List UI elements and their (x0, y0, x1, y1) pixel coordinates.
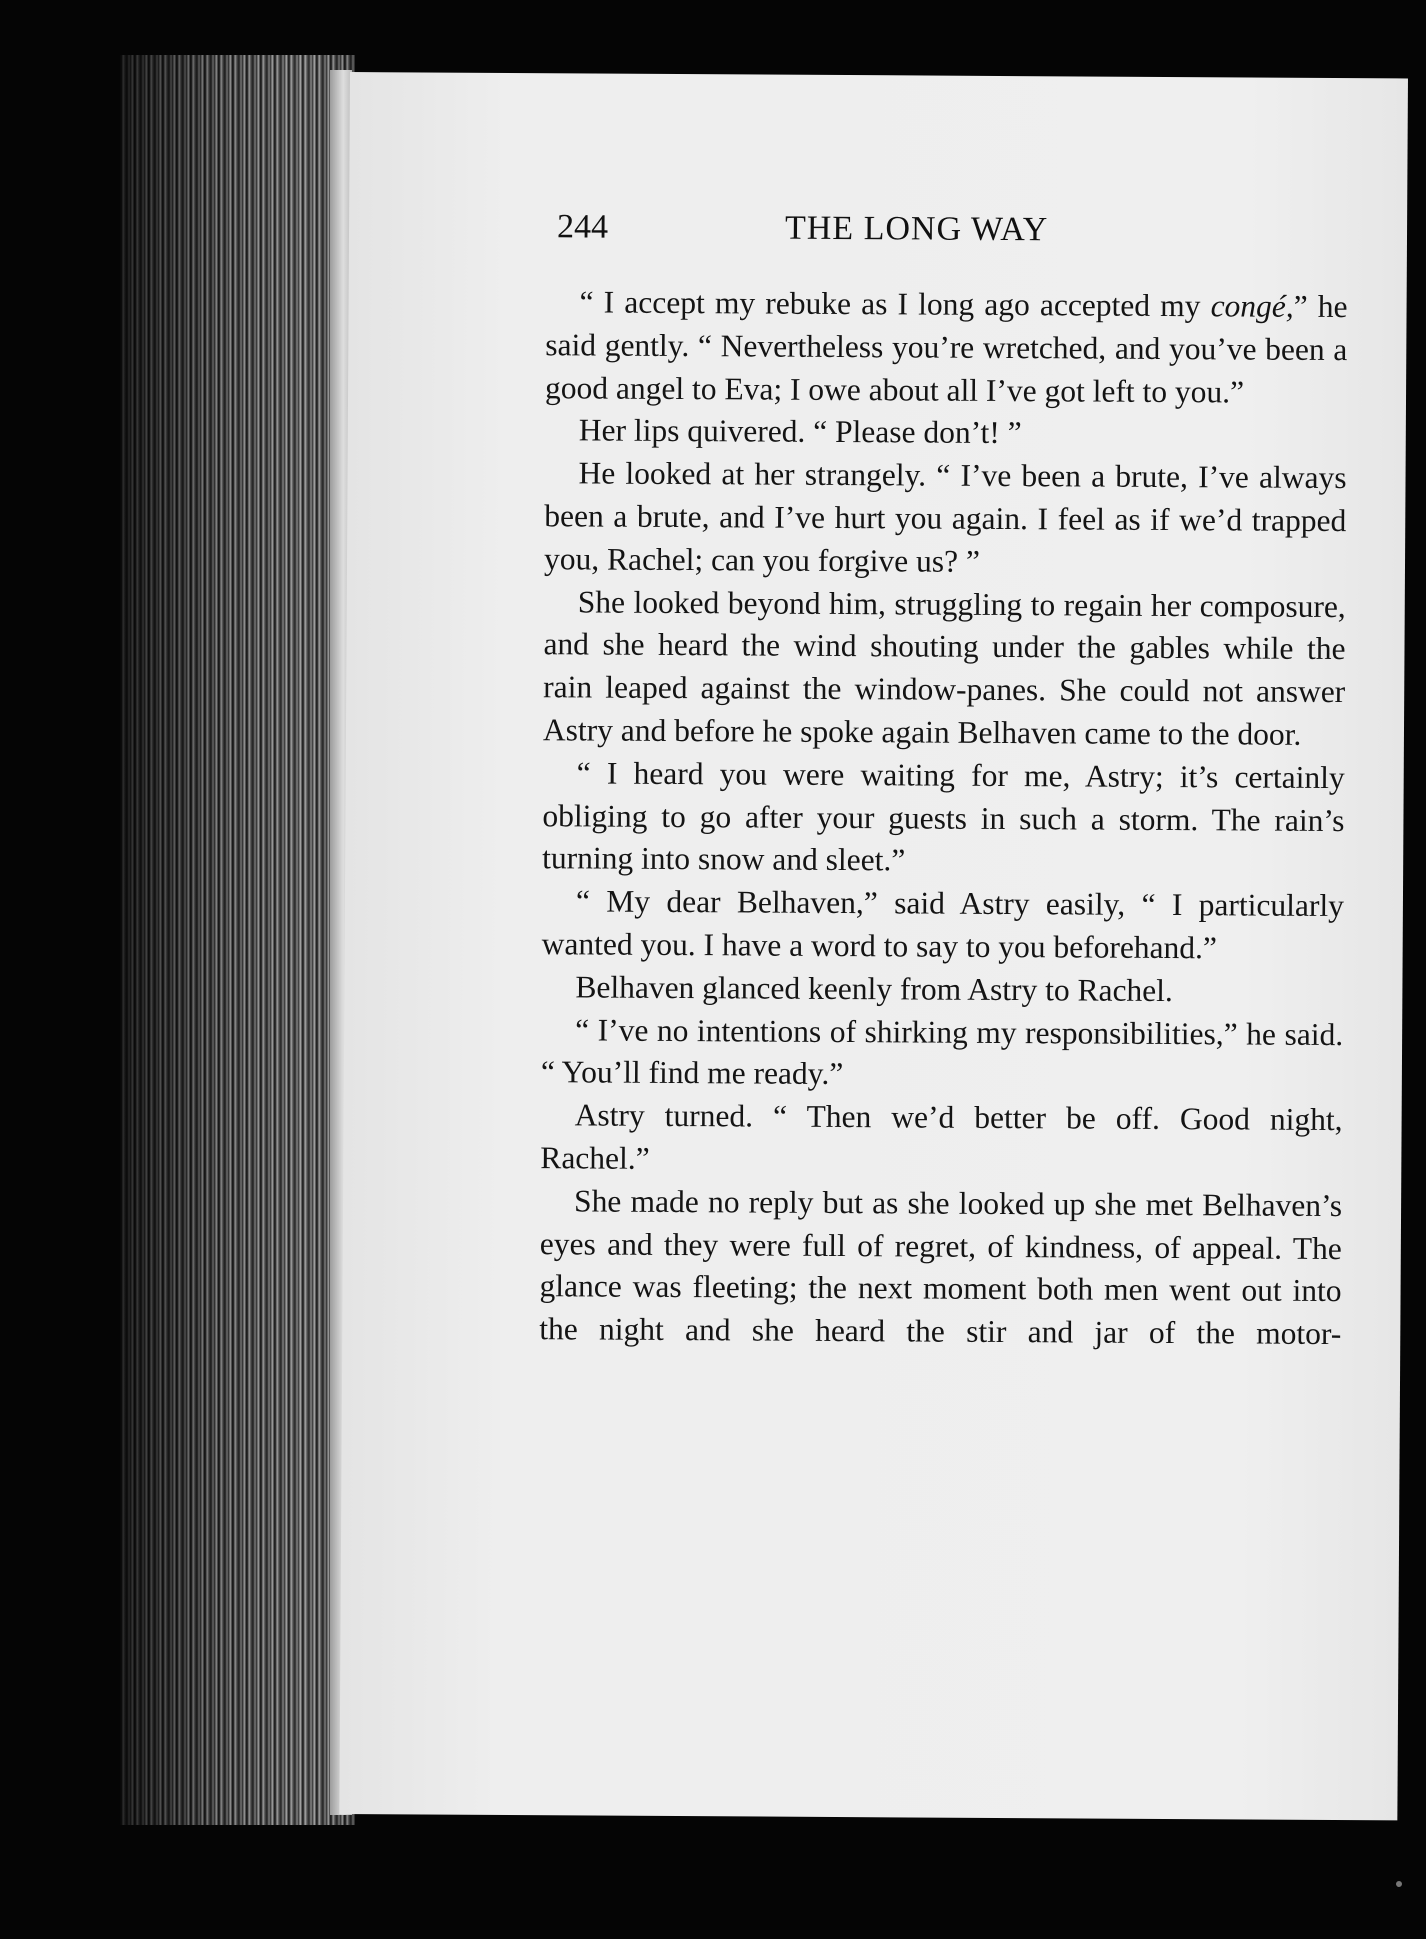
paragraph: Belhaven glanced keenly from Astry to Rachel. (575, 969, 1173, 1008)
paragraph (545, 281, 1348, 414)
running-head: THE LONG WAY (784, 209, 1049, 249)
paragraph: “ I heard you were waiting for me, Astry; it’s certainly obliging to go after your guests in such a storm. The rain’s turning into snow and sleet.” (542, 755, 1345, 878)
paragraph: “ My dear Belhaven,” said Astry easily, “ I particularly wanted you. I have a word to say to you beforehand.” (541, 883, 1345, 966)
italic-word: congé, (1210, 288, 1294, 324)
book-page (339, 72, 1408, 1820)
paragraph-text: “ I accept my rebuke as I long ago accepted my (579, 284, 1211, 324)
page-number: 244 (556, 208, 609, 246)
paragraph: Astry turned. “ Then we’d better be off. Good night, Rachel.” (540, 1097, 1343, 1176)
page-header (556, 208, 1197, 249)
body-text (539, 281, 1348, 1356)
paragraph: She looked beyond him, struggling to regain her composure, and she heard the wind shouting under the gables while the rain leaped against the window-panes. She could not answer Astry and before he spoke again Belhaven came to the door. (542, 583, 1346, 752)
scan-speck (1396, 1881, 1402, 1887)
paragraph: Her lips quivered. “ Please don’t! ” (578, 412, 1022, 451)
paragraph-text: ” he said gently. “ Nevertheless you’re wretched, and you’ve been a good angel to Eva; I owe about all I’ve got left to you.” (544, 288, 1348, 410)
paragraph: “ I’ve no intentions of shirking my responsibilities,” he said. “ You’ll find me ready.” (540, 1011, 1344, 1092)
paragraph: He looked at her strangely. “ I’ve been a brute, I’ve always been a brute, and I’ve hurt you again. I feel as if we’d trapped you, Rachel; can you forgive us? ” (543, 455, 1347, 579)
book-page-edges (120, 55, 355, 1825)
paragraph: She made no reply but as she looked up she met Belhaven’s eyes and they were full of regret, of kindness, of appeal. The glance was fleeting; the next moment both men went out into the night and she heard the stir and jar of the motor- (539, 1183, 1343, 1352)
